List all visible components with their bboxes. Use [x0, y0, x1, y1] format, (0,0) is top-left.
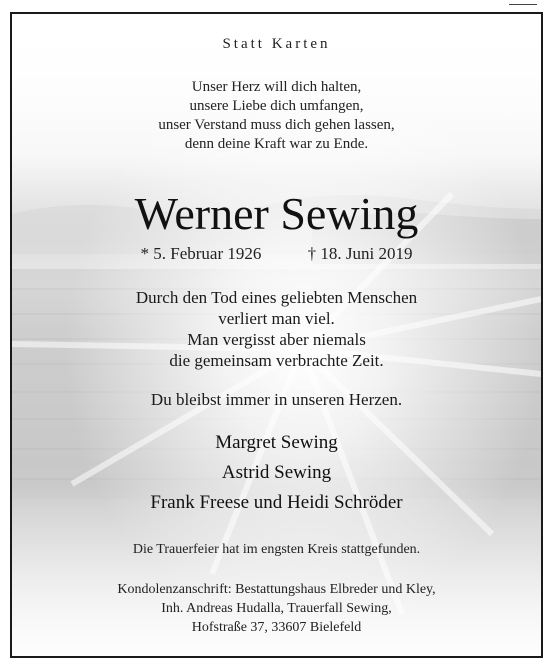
life-dates [12, 244, 541, 264]
corner-mark [509, 0, 537, 5]
mourner-name: Frank Freese und Heidi Schröder [150, 492, 403, 513]
message-line: verliert man viel. [218, 309, 335, 328]
mourner-name: Margret Sewing [215, 432, 338, 453]
address-line: Inh. Andreas Hudalla, Trauerfall Sewing, [161, 601, 392, 616]
message-line: die gemeinsam verbrachte Zeit. [169, 351, 384, 370]
obituary-content [12, 14, 541, 656]
statt-karten-heading: Statt Karten [222, 36, 331, 52]
mourners-list [12, 428, 541, 518]
memorial-message [12, 287, 541, 371]
poem-line: denn deine Kraft war zu Ende. [184, 136, 369, 152]
mourner-name: Astrid Sewing [221, 462, 332, 483]
deceased-name: Werner Sewing [134, 188, 419, 239]
funeral-note: Die Trauerfeier hat im engsten Kreis stattgefunden. [132, 542, 421, 557]
closing-message: Du bleibst immer in unseren Herzen. [150, 390, 403, 409]
message-line: Durch den Tod eines geliebten Menschen [135, 288, 418, 307]
message-line: Man vergisst aber niemals [187, 330, 366, 349]
poem-line: unsere Liebe dich umfangen, [189, 98, 364, 114]
address-line: Kondolenzanschrift: Bestattungshaus Elbreder und Kley, [117, 582, 436, 597]
poem-line: Unser Herz will dich halten, [191, 79, 362, 95]
birth-date: * 5. Februar 1926 [140, 244, 262, 263]
death-date: † 18. Juni 2019 [307, 244, 413, 263]
condolence-address [12, 580, 541, 637]
address-line: Hofstraße 37, 33607 Bielefeld [191, 620, 362, 635]
poem [12, 78, 541, 154]
obituary-frame [10, 12, 543, 658]
poem-line: unser Verstand muss dich gehen lassen, [158, 117, 395, 133]
